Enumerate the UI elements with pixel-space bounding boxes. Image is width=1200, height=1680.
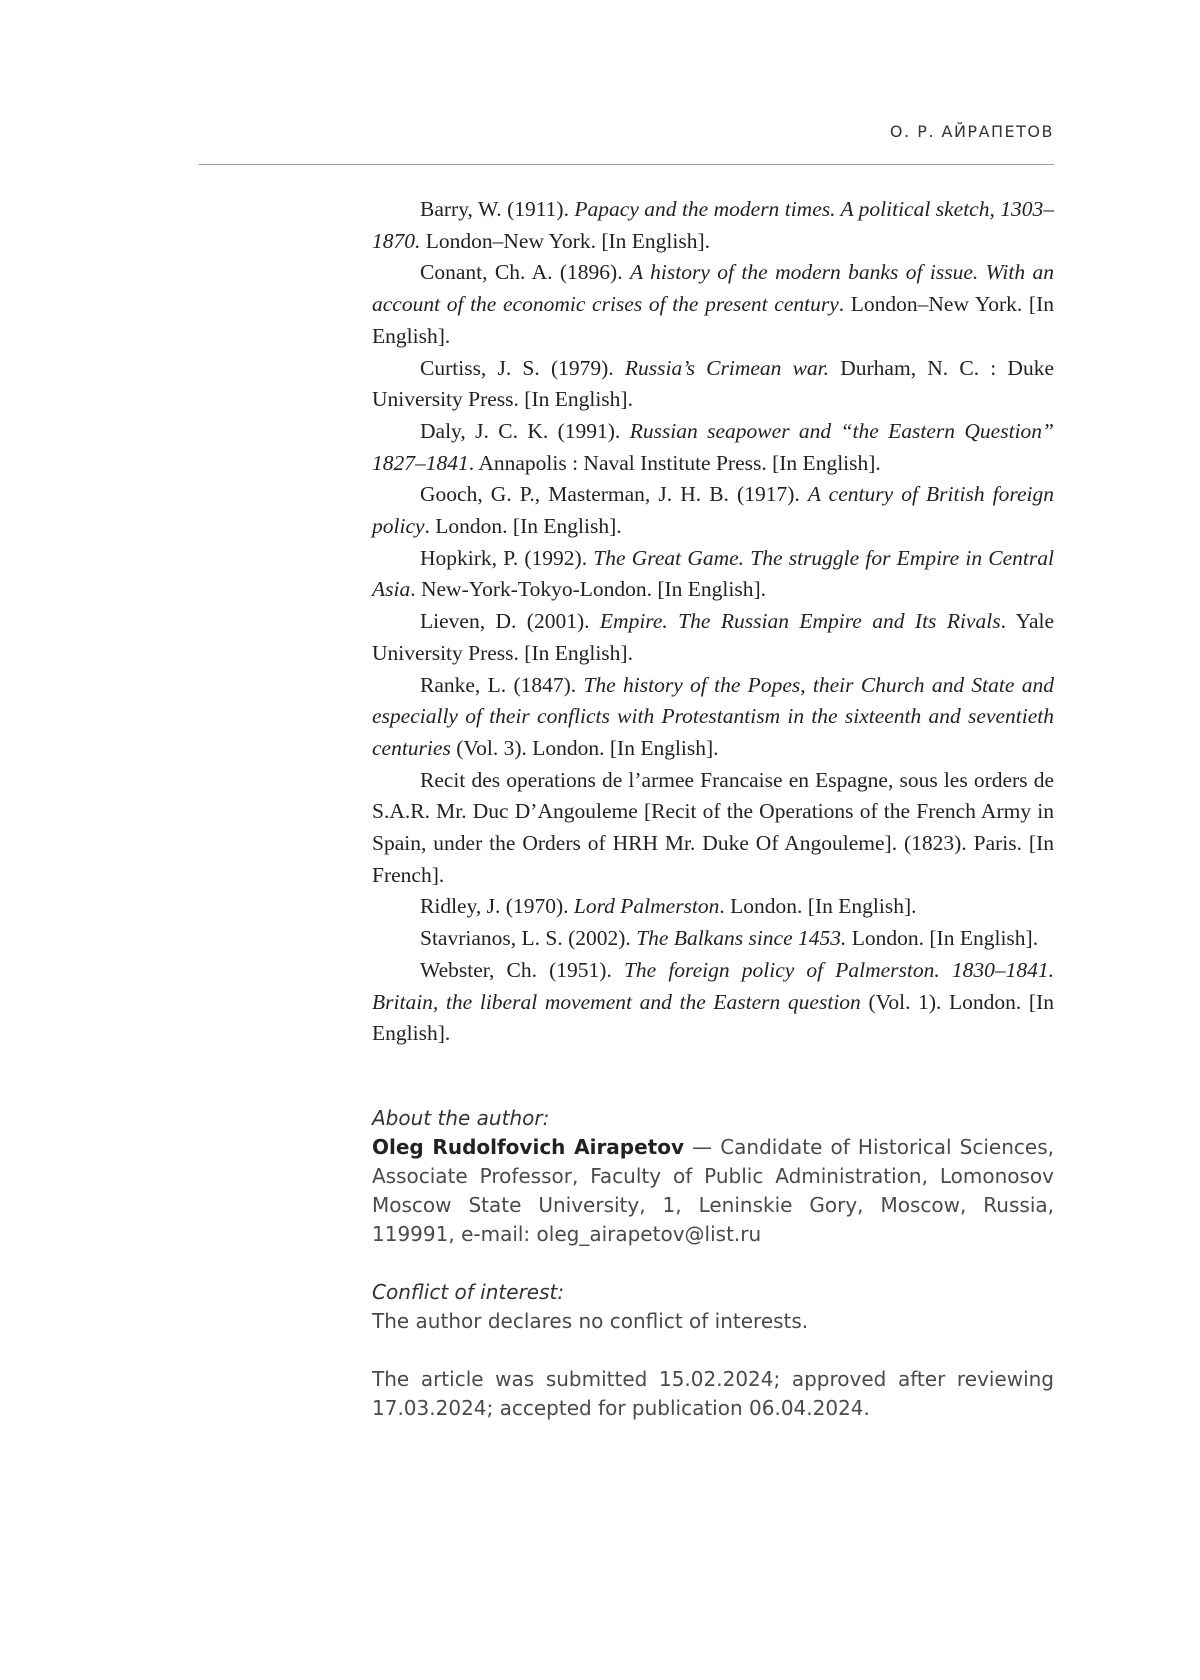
header-rule xyxy=(199,164,1054,165)
reference-title: The foreign policy of Palmerston. 1830–1841. Britain, the liberal movement and the Eastern question xyxy=(372,957,1054,1014)
reference-post: Durham, N. C. : Duke University Press. [In English]. xyxy=(372,355,1054,412)
reference-pre: Curtiss, J. S. (1979). xyxy=(420,355,625,380)
author-info-section xyxy=(372,1104,1054,1423)
references-list xyxy=(372,194,1054,1050)
reference-item xyxy=(372,194,1054,257)
reference-item xyxy=(372,765,1054,892)
reference-title: Papacy and the modern times. A political sketch, 1303–1870. xyxy=(372,197,1054,253)
reference-title: Russian seapower and “the Eastern Question” 1827–1841 xyxy=(372,418,1054,475)
reference-pre: Gooch, G. P., Masterman, J. H. B. (1917). xyxy=(420,482,808,507)
conflict-text: The author declares no conflict of interests. xyxy=(372,1309,809,1333)
reference-title: A history of the modern banks of issue. With an account of the economic crises of the present century xyxy=(372,260,1054,317)
spacer xyxy=(372,1336,1054,1365)
reference-title: The Balkans since 1453. xyxy=(636,926,847,951)
about-author-heading: About the author: xyxy=(372,1106,550,1130)
reference-pre: Daly, J. C. K. (1991). xyxy=(420,418,630,443)
reference-title: Empire. The Russian Empire and Its Rivals xyxy=(599,609,1001,634)
reference-post: (Vol. 3). London. [In English]. xyxy=(450,735,719,760)
reference-pre: Ridley, J. (1970). xyxy=(420,894,574,919)
reference-item xyxy=(372,670,1054,765)
reference-pre: Lieven, D. (2001). xyxy=(420,609,600,634)
running-header-author: О. Р. АЙРАПЕТОВ xyxy=(889,122,1054,141)
author-details: — Candidate of Historical Sciences, Associate Professor, Faculty of Public Administration, Lomonosov Moscow State University, 1, Leninskie Gory, Moscow, Russia, 119991, e-mail: oleg_airapetov@list.ru xyxy=(372,1135,1054,1246)
reference-item xyxy=(372,416,1054,479)
reference-item xyxy=(372,923,1054,955)
reference-pre: Webster, Ch. (1951). xyxy=(420,957,624,982)
reference-item xyxy=(372,891,1054,923)
author-name: Oleg Rudolfovich Airapetov xyxy=(372,1135,685,1159)
reference-pre: Conant, Ch. A. (1896). xyxy=(420,260,630,285)
reference-post: . London. [In English]. xyxy=(719,894,917,919)
reference-item xyxy=(372,257,1054,352)
reference-post: London–New York. [In English]. xyxy=(420,228,711,253)
reference-item xyxy=(372,955,1054,1050)
reference-post: . New-York-Tokyo-London. [In English]. xyxy=(410,577,767,602)
reference-title: Lord Palmerston xyxy=(573,894,720,919)
reference-post: (Vol. 1). London. [In English]. xyxy=(372,989,1054,1046)
reference-title: A century of British foreign policy xyxy=(372,482,1054,539)
reference-post: . London–New York. [In English]. xyxy=(372,292,1054,348)
reference-item xyxy=(372,606,1054,669)
reference-post: . London. [In English]. xyxy=(424,514,622,539)
reference-pre: Ranke, L. (1847). xyxy=(420,672,584,697)
spacer xyxy=(372,1249,1054,1278)
reference-item xyxy=(372,543,1054,606)
reference-pre: Barry, W. (1911). xyxy=(420,197,575,221)
reference-title: Russia’s Crimean war. xyxy=(624,355,830,380)
conflict-heading: Conflict of interest: xyxy=(372,1280,565,1304)
reference-title: The Great Game. The struggle for Empire in Central Asia xyxy=(372,545,1054,602)
reference-item xyxy=(372,353,1054,416)
author-bio xyxy=(372,1133,1054,1249)
submission-dates: The article was submitted 15.02.2024; approved after reviewing 17.03.2024; accepted for publication 06.04.2024. xyxy=(372,1367,1054,1420)
reference-pre: Recit des operations de l’armee Francaise en Espagne, sous les orders de S.A.R. Mr. Duc D’Angouleme [Recit of the Operations of the French Army in Spain, under the Orders of HRH Mr. Duke Of Angouleme]. (1823). Paris. [In French]. xyxy=(372,767,1054,887)
reference-item xyxy=(372,479,1054,542)
reference-pre: Hopkirk, P. (1992). xyxy=(420,545,594,570)
reference-post: London. [In English]. xyxy=(846,926,1039,951)
reference-post: . Annapolis : Naval Institute Press. [In English]. xyxy=(468,450,881,475)
reference-post: . Yale University Press. [In English]. xyxy=(372,609,1054,665)
reference-title: The history of the Popes, their Church and State and especially of their conflicts with Protestantism in the sixteenth and seventieth centuries xyxy=(372,672,1054,760)
reference-pre: Stavrianos, L. S. (2002). xyxy=(420,926,637,951)
